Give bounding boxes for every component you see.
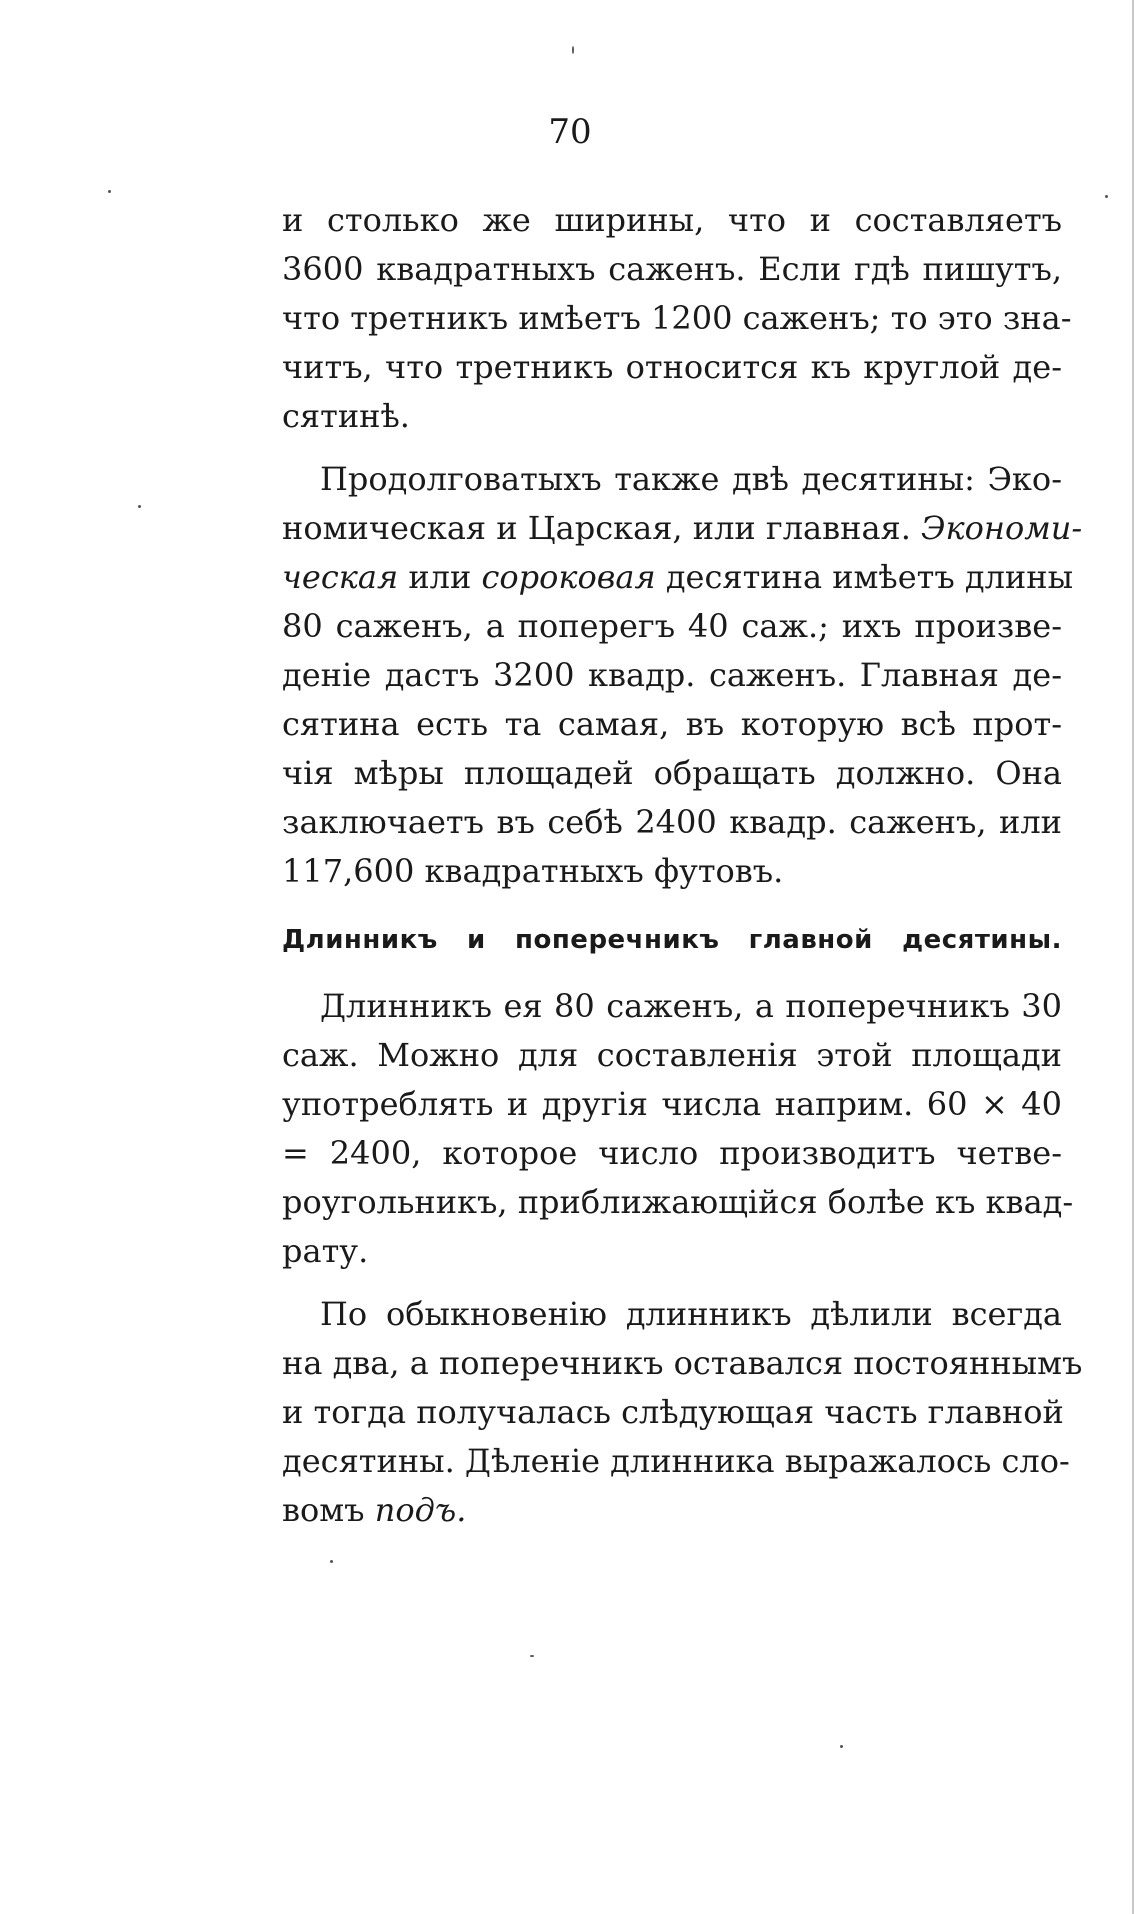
text-block bbox=[282, 196, 1083, 1535]
scan-speck bbox=[330, 1560, 333, 1563]
paragraph bbox=[282, 1290, 1083, 1535]
scan-speck bbox=[840, 1745, 843, 1748]
text-line: По обыкновенію длинникъ дѣлили всегда bbox=[320, 1295, 1062, 1333]
text-line: сятинѣ. bbox=[282, 397, 410, 435]
text-line: чія мѣры площадей обращать должно. Она bbox=[282, 754, 1062, 792]
scan-speck bbox=[1105, 195, 1108, 198]
paragraph bbox=[282, 455, 1083, 896]
text-line: читъ, что третникъ относится къ круглой де- bbox=[282, 348, 1062, 386]
text-line: употреблять и другія числа наприм. 60 × 40 bbox=[282, 1085, 1062, 1123]
text-line: Длинникъ ея 80 саженъ, а поперечникъ 30 bbox=[320, 987, 1062, 1025]
scan-speck bbox=[108, 190, 111, 193]
text-line: что третникъ имѣетъ 1200 саженъ; то это зна- bbox=[282, 299, 1072, 337]
text-line: рату. bbox=[282, 1232, 369, 1270]
text-line: десятины. Дѣленіе длинника выражалось сло- bbox=[282, 1442, 1070, 1480]
scan-speck bbox=[572, 46, 574, 54]
text-line: и столько же ширины, что и составляетъ bbox=[282, 201, 1062, 239]
text-line: 117,600 квадратныхъ футовъ. bbox=[282, 852, 784, 890]
text-line: сятина есть та самая, въ которую всѣ прот- bbox=[282, 705, 1062, 743]
text-line: деніе дастъ 3200 квадр. саженъ. Главная де- bbox=[282, 656, 1062, 694]
scan-speck bbox=[530, 1655, 534, 1657]
page-edge-shadow bbox=[1132, 0, 1134, 1914]
text-line: 80 саженъ, а поперегъ 40 саж.; ихъ произве- bbox=[282, 607, 1062, 645]
paragraph bbox=[282, 982, 1074, 1276]
text-line: номическая и Царская, или главная. Экономи- bbox=[282, 509, 1083, 547]
text-line: 3600 квадратныхъ саженъ. Если гдѣ пишутъ, bbox=[282, 250, 1062, 288]
text-line: заключаетъ въ себѣ 2400 квадр. саженъ, или bbox=[282, 803, 1062, 841]
section-heading: Длинникъ и поперечникъ главной десятины. bbox=[282, 925, 1062, 955]
text-line: = 2400, которое число производитъ четве- bbox=[282, 1134, 1062, 1172]
text-line: Продолговатыхъ также двѣ десятины: Эко- bbox=[320, 460, 1062, 498]
text-line: роугольникъ, приближающійся болѣе къ квад- bbox=[282, 1183, 1074, 1221]
text-line: ческая или сороковая десятина имѣетъ длины bbox=[282, 558, 1074, 596]
text-line: вомъ подъ. bbox=[282, 1491, 467, 1529]
text-line: на два, а поперечникъ оставался постояннымъ bbox=[282, 1344, 1083, 1382]
page-number: 70 bbox=[548, 112, 592, 152]
scan-speck bbox=[138, 505, 141, 508]
text-line: саж. Можно для составленія этой площади bbox=[282, 1036, 1062, 1074]
paragraph bbox=[282, 196, 1072, 441]
text-line: и тогда получалась слѣдующая часть главной bbox=[282, 1393, 1064, 1431]
